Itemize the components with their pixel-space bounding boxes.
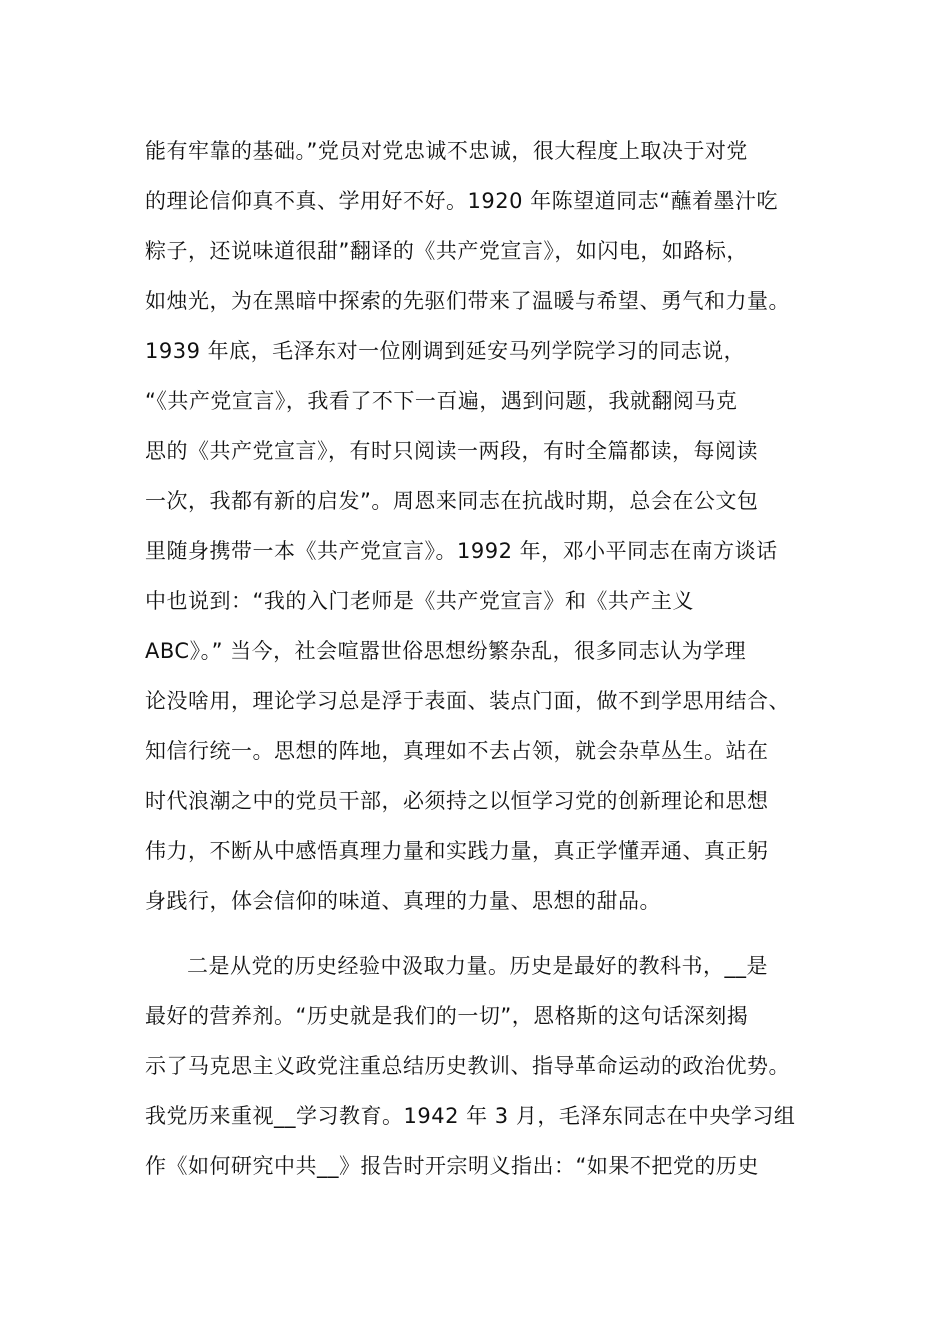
paragraph-1-line-16: 身践行，体会信仰的味道、真理的力量、思想的甜品。 <box>145 889 661 913</box>
paragraph-1-line-6: “《共产党宣言》，我看了不下一百遍，遇到问题，我就翻阅马克 <box>145 389 738 413</box>
paragraph-1-line-11: ABC》。” 当今，社会喧嚣世俗思想纷繁杂乱，很多同志认为学理 <box>145 639 747 663</box>
paragraph-1-line-14: 时代浪潮之中的党员干部，必须持之以恒学习党的创新理论和思想 <box>145 789 769 813</box>
paragraph-1-line-13: 知信行统一。思想的阵地，真理如不去占领，就会杂草丛生。站在 <box>145 739 769 763</box>
paragraph-2-line-3: 示了马克思主义政党注重总结历史教训、指导革命运动的政治优势。 <box>145 1054 790 1078</box>
paragraph-1-line-8: 一次，我都有新的启发”。周恩来同志在抗战时期，总会在公文包 <box>145 489 759 513</box>
paragraph-2-line-1: 二是从党的历史经验中汲取力量。历史是最好的教科书，__是 <box>187 954 768 978</box>
paragraph-1-line-5: 1939 年底，毛泽东对一位刚调到延安马列学院学习的同志说， <box>145 339 746 363</box>
paragraph-1-line-15: 伟力，不断从中感悟真理力量和实践力量，真正学懂弄通、真正躬 <box>145 839 769 863</box>
paragraph-1-line-1: 能有牢靠的基础。”党员对党忠诚不忠诚，很大程度上取决于对党 <box>145 139 748 163</box>
paragraph-2-line-2: 最好的营养剂。“历史就是我们的一切”，恩格斯的这句话深刻揭 <box>145 1004 749 1028</box>
paragraph-1-line-12: 论没啥用，理论学习总是浮于表面、装点门面，做不到学思用结合、 <box>145 689 790 713</box>
paragraph-1-line-9: 里随身携带一本《共产党宣言》。1992 年，邓小平同志在南方谈话 <box>145 539 778 563</box>
paragraph-1-line-7: 思的《共产党宣言》，有时只阅读一两段，有时全篇都读，每阅读 <box>145 439 758 463</box>
paragraph-1-line-10: 中也说到：“我的入门老师是《共产党宣言》和《共产主义 <box>145 589 694 613</box>
paragraph-2-line-4: 我党历来重视__学习教育。1942 年 3 月，毛泽东同志在中央学习组 <box>145 1104 796 1128</box>
paragraph-1-line-3: 粽子，还说味道很甜”翻译的《共产党宣言》，如闪电，如路标， <box>145 239 748 263</box>
paragraph-1-line-4: 如烛光，为在黑暗中探索的先驱们带来了温暖与希望、勇气和力量。 <box>145 289 790 313</box>
paragraph-1-line-2: 的理论信仰真不真、学用好不好。1920 年陈望道同志“蘸着墨汁吃 <box>145 189 778 213</box>
paragraph-2-line-5: 作《如何研究中共__》报告时开宗明义指出：“如果不把党的历史 <box>145 1154 759 1178</box>
